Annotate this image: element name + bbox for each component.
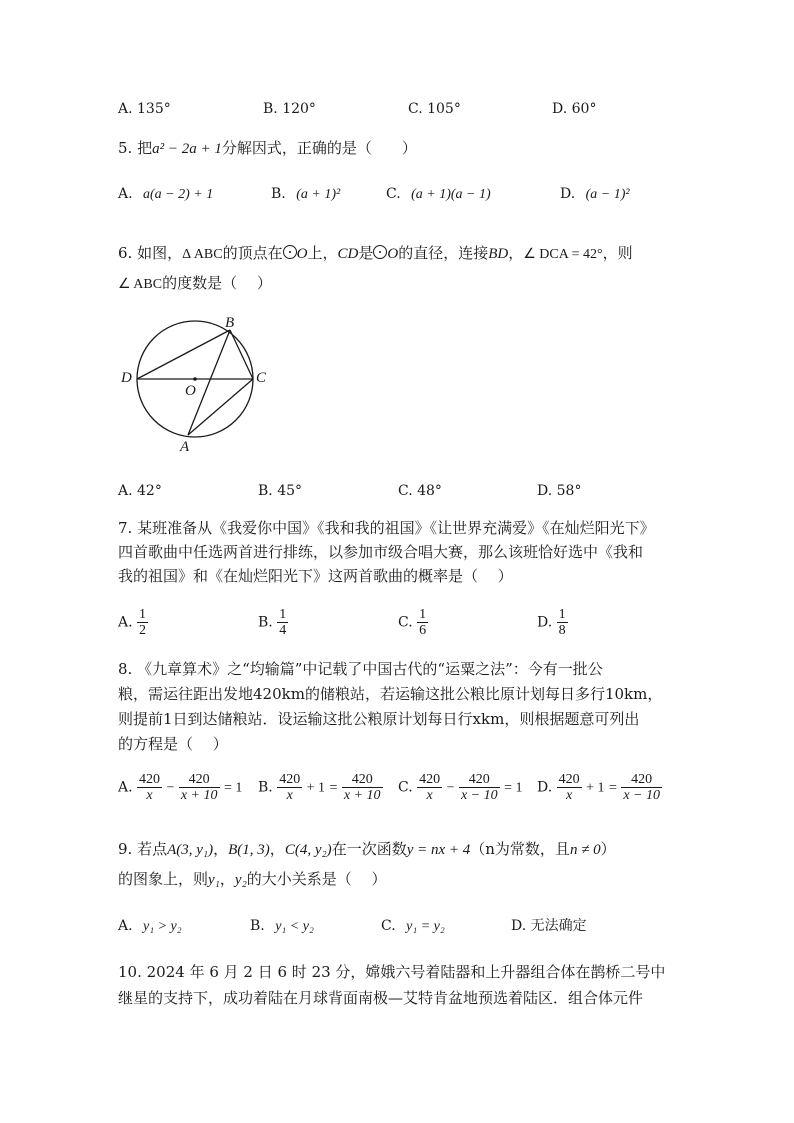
frac-denominator: 4 (279, 623, 287, 638)
equals-sign: = (329, 780, 338, 796)
q7-option-c-label: C. (398, 614, 413, 631)
q8-d-frac1 (557, 772, 582, 803)
q6-bd: BD (488, 246, 509, 262)
frac-denominator: x (426, 788, 433, 803)
fig-label-a: A (180, 439, 190, 455)
q9-stem-line1 (118, 838, 616, 861)
q5-option-d-expr: (a − 1)² (585, 187, 630, 202)
frac-denominator: x (146, 788, 153, 803)
q8-a-frac1 (137, 772, 162, 803)
q6-comma: ， (508, 244, 524, 262)
q10-stem-line1: 10. 2024 年 6 月 2 日 6 时 23 分，嫦娥六号着陆器和上升器组合体在鹊桥二号中 (118, 963, 666, 981)
plus-one: + 1 (306, 780, 326, 796)
q6-text-f: ，则 (602, 244, 633, 262)
q8-a-frac2 (179, 772, 220, 803)
q9-text-line2a: 的图象上，则 (118, 870, 209, 888)
frac-numerator: 1 (419, 607, 427, 622)
q6-angle-abc: ∠ ABC (118, 277, 163, 292)
q9-option-a-label: A. (118, 918, 133, 934)
q8-option-a-label: A. (118, 779, 133, 796)
frac-numerator: 1 (558, 607, 566, 622)
q6-option-a[interactable]: A. 42° (118, 483, 162, 499)
q9-point-a: A(3, y₁) (167, 842, 214, 858)
frac-denominator: x (286, 788, 293, 803)
frac-denominator: x + 10 (343, 788, 381, 803)
q9-option-b-expr: y₁ < y₂ (275, 919, 314, 934)
q6-stem-line1 (118, 242, 633, 266)
q8-option-d-label: D. (537, 779, 553, 796)
q6-circle-o-2: O (387, 246, 399, 262)
frac-denominator: x (566, 788, 573, 803)
q6-option-b[interactable]: B. 45° (258, 483, 303, 499)
fig-label-c: C (256, 370, 267, 386)
q5-option-c-label: C. (386, 186, 401, 202)
frac-denominator: 6 (419, 623, 427, 638)
q8-stem-line2: 粮，需运往距出发地420km的储粮站，若运输这批公粮比原计划每日多行10km， (118, 685, 663, 703)
q9-text-a: 9. 若点 (118, 840, 168, 858)
q8-b-frac2 (342, 772, 383, 803)
q10-stem-line2: 继星的支持下，成功着陆在月球背面南极—艾特肯盆地预选着陆区．组合体元件 (118, 989, 644, 1007)
q5-option-b-expr: (a + 1)² (296, 187, 341, 202)
equals-one (504, 781, 522, 796)
frac-numerator: 1 (279, 607, 287, 622)
plus-one: + 1 (586, 780, 605, 796)
q5-option-a-expr: a(a − 2) + 1 (143, 187, 214, 202)
q7-stem-line1: 7. 某班准备从《我爱你中国》《我和我的祖国》《让世界充满爱》《在灿烂阳光下》 (118, 519, 655, 537)
q6-text-d: 是 (358, 244, 374, 262)
q7-stem-line2: 四首歌曲中任选两首进行排练，以参加市级合唱大赛，那么该班恰好选中《我和 (118, 543, 644, 561)
q8-d-frac2 (621, 772, 662, 803)
q5-option-d-label: D. (560, 186, 576, 202)
minus-sign: − (446, 780, 455, 796)
q8-stem-line1: 8. 《九章算术》之“均输篇”中记载了中国古代的“运粟之法”：今有一批公 (118, 660, 603, 678)
q9-option-c[interactable] (381, 916, 445, 937)
q8-c-frac2 (459, 772, 500, 803)
q7-option-b-label: B. (258, 614, 273, 631)
q7-fraction-d (557, 607, 568, 638)
q7-option-a[interactable] (118, 607, 148, 638)
q5-option-a-label: A. (118, 186, 133, 202)
q6-text-a: 6. 如图， (118, 244, 183, 262)
q9-stem-line2 (118, 868, 387, 891)
frac-numerator: 1 (139, 607, 147, 622)
q5-expression: a² − 2a + 1 (152, 141, 222, 157)
q7-stem-line3: 我的祖国》和《在灿烂阳光下》这两首歌曲的概率是（ ） (118, 567, 513, 585)
q5-option-a[interactable] (118, 184, 213, 205)
fig-label-o: O (185, 383, 196, 399)
one: 1 (515, 780, 523, 796)
q6-angle-dca: ∠ DCA = 42° (523, 247, 603, 262)
q7-option-d-label: D. (537, 614, 553, 631)
frac-denominator: x − 10 (623, 788, 660, 803)
frac-denominator: x + 10 (180, 788, 218, 803)
q8-option-c[interactable] (398, 772, 522, 803)
one: 1 (235, 780, 243, 796)
q7-fraction-c (417, 607, 428, 638)
q9-function: y = nx + 4 (406, 842, 471, 858)
q5-option-b-label: B. (271, 186, 286, 202)
q8-stem-line4: 的方程是（ ） (118, 735, 228, 753)
equals-sign: = (608, 780, 617, 796)
q8-option-c-label: C. (398, 779, 413, 796)
q8-option-d[interactable] (537, 772, 662, 803)
frac-numerator: 420 (279, 772, 301, 787)
frac-numerator: 420 (558, 772, 580, 787)
q6-text-line2: 的度数是（ ） (162, 274, 272, 292)
q5-option-c[interactable] (386, 184, 491, 205)
equals-one (224, 781, 242, 796)
frac-numerator: 420 (419, 772, 441, 787)
q9-condition: n ≠ 0 (569, 842, 601, 858)
q5-option-b[interactable] (271, 184, 340, 205)
q7-fraction-a (137, 607, 148, 638)
q9-option-b-label: B. (250, 918, 265, 934)
q5-stem-b: 分解因式，正确的是（ ） (221, 139, 417, 157)
q8-option-b[interactable] (258, 772, 383, 803)
segment-bc (230, 330, 253, 379)
q6-option-d[interactable]: D. 58° (537, 483, 582, 499)
circle-o-icon (373, 245, 387, 259)
q8-stem-line3: 则提前1日到达储粮站．设运输这批公粮原计划每日行xkm，则根据题意可列出 (118, 710, 640, 728)
frac-denominator: 2 (139, 623, 147, 638)
q9-point-c: C(4, y₂) (284, 842, 332, 858)
q6-text-b: 的顶点在 (222, 244, 283, 262)
q7-option-a-label: A. (118, 614, 133, 631)
q8-option-a[interactable] (118, 772, 242, 803)
q9-option-a-expr: y₁ > y₂ (143, 919, 182, 934)
q9-point-b: B(1, 3) (228, 842, 270, 858)
q6-text-c: 上， (307, 244, 338, 262)
segment-ac (188, 379, 253, 435)
fig-label-d: D (121, 370, 132, 386)
q9-y2: y₂ (234, 872, 247, 888)
q8-b-frac1 (277, 772, 302, 803)
q9-text-mid: 在一次函数 (331, 840, 407, 858)
q6-circle-figure (118, 312, 278, 462)
q9-text-close: ） (600, 840, 616, 858)
frac-denominator: x − 10 (460, 788, 498, 803)
q6-triangle: Δ ABC (182, 247, 223, 262)
minus-sign: − (166, 780, 175, 796)
q6-option-c[interactable]: C. 48° (398, 483, 442, 499)
frac-numerator: 420 (139, 772, 161, 787)
segment-db (137, 330, 230, 379)
equals-sign: = (504, 780, 512, 796)
frac-numerator: 420 (342, 772, 383, 788)
q9-option-b[interactable] (250, 916, 314, 937)
q8-option-b-label: B. (258, 779, 273, 796)
q6-cd: CD (337, 246, 359, 262)
q9-option-d[interactable]: D. 无法确定 (511, 918, 587, 934)
circle-o-icon (283, 245, 297, 259)
q5-stem-a: 把 (137, 139, 153, 157)
q7-fraction-b (277, 607, 288, 638)
q9-text-line2b: ， (219, 870, 235, 888)
q5-number: 5. (118, 139, 138, 157)
q9-sep-2: ， (269, 840, 285, 858)
q6-stem-line2 (118, 272, 272, 296)
equals-sign: = (223, 780, 232, 796)
q9-option-a[interactable] (118, 916, 182, 937)
q4-option-c[interactable]: C. 105° (408, 101, 461, 117)
q5-stem (118, 137, 417, 160)
q9-text-line2c: 的大小关系是（ ） (246, 870, 387, 888)
q6-circle-o: O (296, 246, 308, 262)
frac-denominator: 8 (558, 623, 566, 638)
q8-c-frac1 (417, 772, 442, 803)
q7-option-b[interactable] (258, 607, 288, 638)
center-o-dot (193, 377, 197, 381)
q7-option-c[interactable] (398, 607, 428, 638)
frac-numerator: 420 (179, 772, 220, 788)
q4-option-d[interactable]: D. 60° (552, 101, 597, 117)
q4-option-b[interactable]: B. 120° (263, 101, 316, 117)
q4-option-a[interactable]: A. 135° (118, 101, 171, 117)
q5-option-d[interactable] (560, 184, 630, 205)
q9-text-paren: （n为常数，且 (470, 840, 570, 858)
q5-option-c-expr: (a + 1)(a − 1) (411, 187, 491, 202)
q9-option-c-label: C. (381, 918, 396, 934)
q9-y1: y₁ (208, 872, 220, 888)
q7-option-d[interactable] (537, 607, 568, 638)
fig-label-b: B (225, 315, 235, 331)
q9-option-c-expr: y₁ = y₂ (406, 919, 445, 934)
q9-sep: ， (213, 840, 229, 858)
frac-numerator: 420 (621, 772, 662, 788)
frac-numerator: 420 (459, 772, 500, 788)
q6-text-e: 的直径，连接 (398, 244, 489, 262)
